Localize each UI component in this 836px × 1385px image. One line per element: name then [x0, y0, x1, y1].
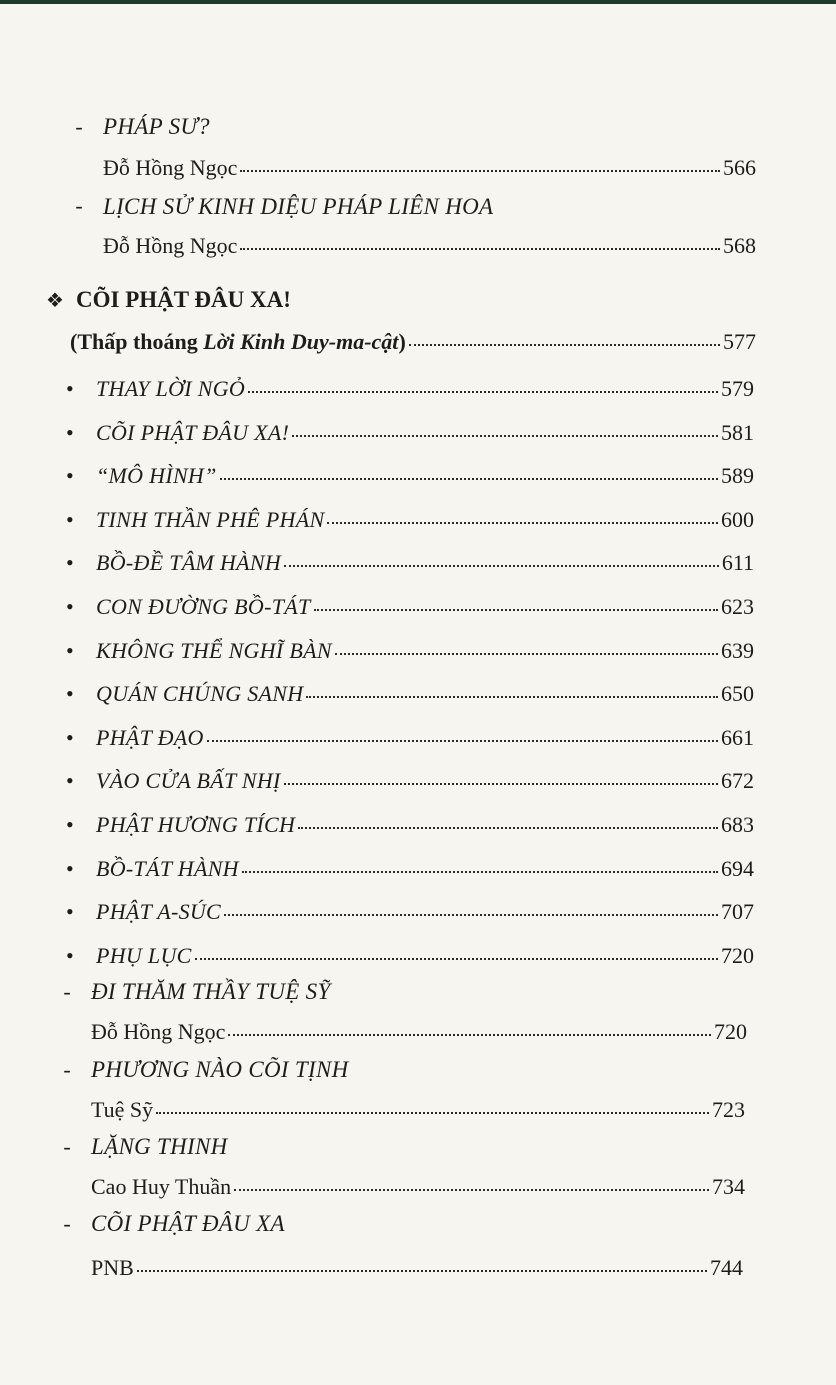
toc-entry-title[interactable]: LẶNG THINH	[91, 1134, 228, 1159]
section-subtitle-row[interactable]	[70, 328, 756, 356]
bullet-marker: •	[66, 812, 74, 837]
toc-entry-title: THAY LỜI NGỎ	[96, 376, 246, 401]
dash-marker: -	[63, 1211, 71, 1236]
dash-marker: -	[75, 193, 83, 218]
bullet-marker: •	[66, 463, 74, 488]
toc-entry-page: 581	[721, 420, 754, 445]
toc-entry-row[interactable]	[91, 1173, 745, 1201]
dot-leader	[228, 1028, 711, 1036]
toc-entry-page: 568	[723, 233, 756, 258]
toc-entry-title: QUÁN CHÚNG SANH	[96, 681, 304, 706]
subtitle-italic: Lời Kinh Duy-ma-cật	[203, 329, 399, 354]
bullet-marker: •	[66, 376, 74, 401]
toc-entry-row[interactable]	[96, 593, 754, 621]
toc-entry-row[interactable]	[91, 1254, 743, 1282]
section-title[interactable]: CÕI PHẬT ĐÂU XA!	[76, 287, 291, 312]
toc-entry-author: Cao Huy Thuần	[91, 1174, 232, 1199]
toc-entry-row[interactable]	[96, 680, 754, 708]
toc-entry-page: 720	[714, 1019, 747, 1044]
toc-entry-page: 720	[721, 943, 754, 968]
bullet-marker: •	[66, 899, 74, 924]
toc-entry-row[interactable]	[91, 1096, 745, 1124]
dot-leader	[220, 472, 718, 480]
section-page: 577	[723, 329, 756, 354]
toc-entry-title: CON ĐƯỜNG BỒ-TÁT	[96, 594, 311, 619]
toc-entry-page: 723	[712, 1097, 745, 1122]
bullet-marker: •	[66, 681, 74, 706]
toc-entry-page: 566	[723, 155, 756, 180]
dot-leader	[242, 865, 718, 873]
toc-entry-page: 694	[721, 856, 754, 881]
bullet-marker: •	[66, 420, 74, 445]
dot-leader	[137, 1264, 707, 1272]
dash-marker: -	[63, 1057, 71, 1082]
toc-entry-title: BỒ-TÁT HÀNH	[96, 856, 239, 881]
dot-leader	[248, 385, 718, 393]
toc-entry-title[interactable]: ĐI THĂM THẦY TUỆ SỸ	[91, 979, 331, 1004]
toc-entry-row[interactable]	[103, 232, 756, 260]
toc-entry-page: 672	[721, 768, 754, 793]
toc-entry-page: 734	[712, 1174, 745, 1199]
dot-leader	[156, 1106, 709, 1114]
toc-entry-title: PHẬT HƯƠNG TÍCH	[96, 812, 296, 837]
toc-entry-row[interactable]	[96, 637, 754, 665]
toc-entry-page: 683	[721, 812, 754, 837]
toc-entry-author: Đỗ Hồng Ngọc	[103, 155, 238, 180]
toc-entry-row[interactable]	[96, 549, 754, 577]
dot-leader	[306, 690, 718, 698]
bullet-marker: •	[66, 638, 74, 663]
dash-marker: -	[63, 1134, 71, 1159]
dot-leader	[195, 952, 718, 960]
toc-entry-page: 589	[721, 463, 754, 488]
toc-entry-page: 600	[721, 507, 754, 532]
subtitle-open: (Thấp thoáng	[70, 329, 204, 354]
toc-entry-title: CÕI PHẬT ĐÂU XA!	[96, 420, 290, 445]
dash-marker: -	[63, 979, 71, 1004]
toc-entry-title: PHẬT ĐẠO	[96, 725, 204, 750]
dot-leader	[314, 603, 718, 611]
dot-leader	[240, 164, 720, 172]
toc-entry-row[interactable]	[91, 1018, 747, 1046]
toc-entry-page: 579	[721, 376, 754, 401]
dash-marker: -	[75, 114, 83, 139]
toc-entry-title: TINH THẦN PHÊ PHÁN	[96, 507, 325, 532]
section-subtitle	[70, 328, 406, 356]
toc-entry-page: 623	[721, 594, 754, 619]
dot-leader	[409, 338, 720, 346]
toc-entry-page: 650	[721, 681, 754, 706]
bullet-marker: •	[66, 725, 74, 750]
dot-leader	[284, 777, 718, 785]
toc-entry-row[interactable]	[96, 942, 754, 970]
toc-entry-row[interactable]	[96, 375, 754, 403]
toc-entry-row[interactable]	[96, 462, 754, 490]
bullet-marker: •	[66, 594, 74, 619]
toc-entry-title[interactable]: PHƯƠNG NÀO CÕI TỊNH	[91, 1057, 349, 1082]
dot-leader	[327, 516, 718, 524]
toc-entry-row[interactable]	[96, 811, 754, 839]
toc-entry-page: 639	[721, 638, 754, 663]
bullet-marker: •	[66, 507, 74, 532]
toc-entry-title[interactable]: LỊCH SỬ KINH DIỆU PHÁP LIÊN HOA	[103, 194, 494, 219]
toc-entry-title: VÀO CỬA BẤT NHỊ	[96, 768, 281, 793]
toc-entry-title: PHẬT A-SÚC	[96, 899, 222, 924]
toc-entry-page: 611	[721, 550, 754, 575]
toc-entry-title: KHÔNG THỂ NGHĨ BÀN	[96, 638, 332, 663]
dot-leader	[284, 559, 719, 567]
toc-entry-row[interactable]	[96, 767, 754, 795]
toc-entry-row[interactable]	[103, 154, 756, 182]
toc-entry-title: “MÔ HÌNH”	[96, 463, 217, 488]
bullet-marker: •	[66, 768, 74, 793]
toc-entry-title: BỒ-ĐỀ TÂM HÀNH	[96, 550, 282, 575]
toc-entry-row[interactable]	[96, 419, 754, 447]
dot-leader	[207, 734, 718, 742]
bullet-marker: •	[66, 943, 74, 968]
toc-entry-author: Đỗ Hồng Ngọc	[91, 1019, 226, 1044]
toc-entry-row[interactable]	[96, 506, 754, 534]
dot-leader	[335, 647, 718, 655]
toc-entry-page: 661	[721, 725, 754, 750]
dot-leader	[224, 908, 718, 916]
dot-leader	[240, 242, 720, 250]
toc-entry-author: PNB	[91, 1255, 134, 1280]
toc-entry-title: PHỤ LỤC	[96, 943, 192, 968]
toc-entry-page: 744	[710, 1255, 743, 1280]
toc-entry-author: Tuệ Sỹ	[91, 1097, 154, 1122]
subtitle-close: )	[398, 329, 406, 354]
bullet-marker: •	[66, 550, 74, 575]
toc-entry-row[interactable]	[96, 855, 754, 883]
toc-entry-page: 707	[721, 899, 754, 924]
toc-entry-row[interactable]	[96, 724, 754, 752]
toc-entry-title[interactable]: CÕI PHẬT ĐÂU XA	[91, 1211, 285, 1236]
dot-leader	[292, 429, 718, 437]
dot-leader	[298, 821, 718, 829]
dot-leader	[234, 1183, 709, 1191]
toc-entry-author: Đỗ Hồng Ngọc	[103, 233, 238, 258]
toc-entry-title[interactable]: PHÁP SƯ?	[103, 114, 210, 139]
bullet-marker: •	[66, 856, 74, 881]
toc-entry-row[interactable]	[96, 898, 754, 926]
diamond-bullet-icon: ❖	[46, 290, 64, 312]
